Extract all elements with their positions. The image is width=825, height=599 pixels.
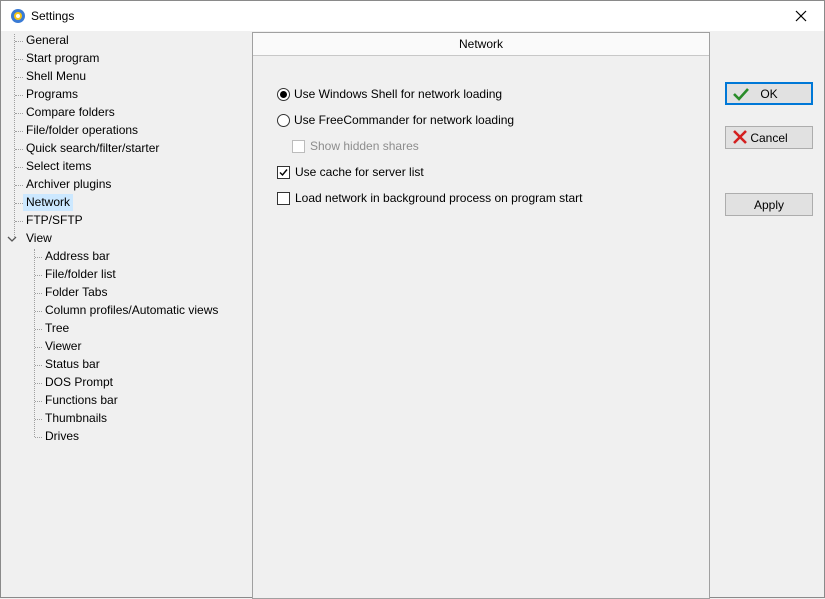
use-windows-shell-radio[interactable] xyxy=(277,87,502,101)
tree-connector xyxy=(15,131,23,132)
apply-label: Apply xyxy=(753,197,785,212)
cancel-label: Cancel xyxy=(750,130,788,145)
tree-connector xyxy=(35,365,42,366)
settings-tree xyxy=(1,31,251,597)
radio-unselected-icon xyxy=(277,114,290,127)
tree-connector xyxy=(15,167,23,168)
tree-connector xyxy=(35,311,42,312)
tree-item-thumbnails[interactable]: Thumbnails xyxy=(45,411,108,425)
use-freecommander-radio[interactable] xyxy=(277,113,514,127)
tree-connector xyxy=(35,293,42,294)
tree-item-file-folder-list[interactable]: File/folder list xyxy=(45,267,116,281)
tree-item-column-profiles[interactable]: Column profiles/Automatic views xyxy=(45,303,219,317)
tree-item-shell-menu[interactable]: Shell Menu xyxy=(26,69,87,83)
tree-item-viewer[interactable]: Viewer xyxy=(45,339,82,353)
tree-item-general[interactable]: General xyxy=(26,33,69,47)
ok-label: OK xyxy=(760,86,778,101)
use-freecommander-label: Use FreeCommander for network loading xyxy=(294,113,515,127)
tree-connector xyxy=(35,275,42,276)
use-windows-shell-label: Use Windows Shell for network loading xyxy=(294,87,503,101)
use-cache-checkbox[interactable] xyxy=(277,165,424,179)
tree-connector xyxy=(35,257,42,258)
chevron-down-icon[interactable] xyxy=(7,234,17,244)
tree-item-select-items[interactable]: Select items xyxy=(26,159,92,173)
tree-item-folder-tabs[interactable]: Folder Tabs xyxy=(45,285,108,299)
tree-item-status-bar[interactable]: Status bar xyxy=(45,357,100,371)
network-settings-panel xyxy=(252,32,710,599)
close-icon xyxy=(795,10,807,22)
tree-item-compare-folders[interactable]: Compare folders xyxy=(26,105,115,119)
apply-button[interactable] xyxy=(725,193,813,216)
title-bar xyxy=(1,1,824,31)
cancel-x-icon xyxy=(732,130,748,144)
tree-item-file-folder-operations[interactable]: File/folder operations xyxy=(26,123,139,137)
tree-connector xyxy=(35,401,42,402)
tree-connector xyxy=(15,149,23,150)
tree-connector xyxy=(15,185,23,186)
tree-connector xyxy=(15,41,23,42)
tree-connector xyxy=(15,113,23,114)
tree-item-tree[interactable]: Tree xyxy=(45,321,70,335)
tree-connector xyxy=(15,203,23,204)
tree-item-view[interactable]: View xyxy=(26,231,52,245)
close-button[interactable] xyxy=(778,1,824,31)
window-title: Settings xyxy=(31,9,75,23)
tree-connector xyxy=(15,95,23,96)
tree-connector xyxy=(35,347,42,348)
radio-selected-icon xyxy=(277,88,290,101)
tree-connector xyxy=(35,419,42,420)
show-hidden-shares-checkbox[interactable] xyxy=(292,139,419,153)
tree-guide-line xyxy=(14,34,15,239)
checkbox-unchecked-icon xyxy=(277,192,290,205)
use-cache-label: Use cache for server list xyxy=(295,165,424,179)
checkbox-checked-icon xyxy=(277,166,290,179)
load-network-background-label: Load network in background process on program start xyxy=(295,191,583,205)
tree-connector xyxy=(15,59,23,60)
tree-item-functions-bar[interactable]: Functions bar xyxy=(45,393,118,407)
tree-connector xyxy=(35,329,42,330)
panel-title: Network xyxy=(253,33,709,56)
tree-item-ftp-sftp[interactable]: FTP/SFTP xyxy=(26,213,83,227)
tree-item-archiver-plugins[interactable]: Archiver plugins xyxy=(26,177,112,191)
tree-item-network[interactable]: Network xyxy=(23,194,73,211)
tree-connector xyxy=(15,77,23,78)
ok-button[interactable] xyxy=(725,82,813,105)
load-network-background-checkbox[interactable] xyxy=(277,191,583,205)
tree-connector xyxy=(35,383,42,384)
tree-item-programs[interactable]: Programs xyxy=(26,87,79,101)
tree-guide-line xyxy=(34,249,35,437)
tree-item-dos-prompt[interactable]: DOS Prompt xyxy=(45,375,114,389)
tree-item-start-program[interactable]: Start program xyxy=(26,51,100,65)
app-icon xyxy=(10,8,26,24)
tree-item-drives[interactable]: Drives xyxy=(45,429,80,443)
checkmark-icon xyxy=(733,87,749,101)
show-hidden-shares-label: Show hidden shares xyxy=(310,139,419,153)
tree-connector xyxy=(35,437,42,438)
checkbox-unchecked-icon xyxy=(292,140,305,153)
tree-connector xyxy=(15,221,23,222)
tree-item-address-bar[interactable]: Address bar xyxy=(45,249,110,263)
tree-item-quick-search[interactable]: Quick search/filter/starter xyxy=(26,141,160,155)
cancel-button[interactable] xyxy=(725,126,813,149)
